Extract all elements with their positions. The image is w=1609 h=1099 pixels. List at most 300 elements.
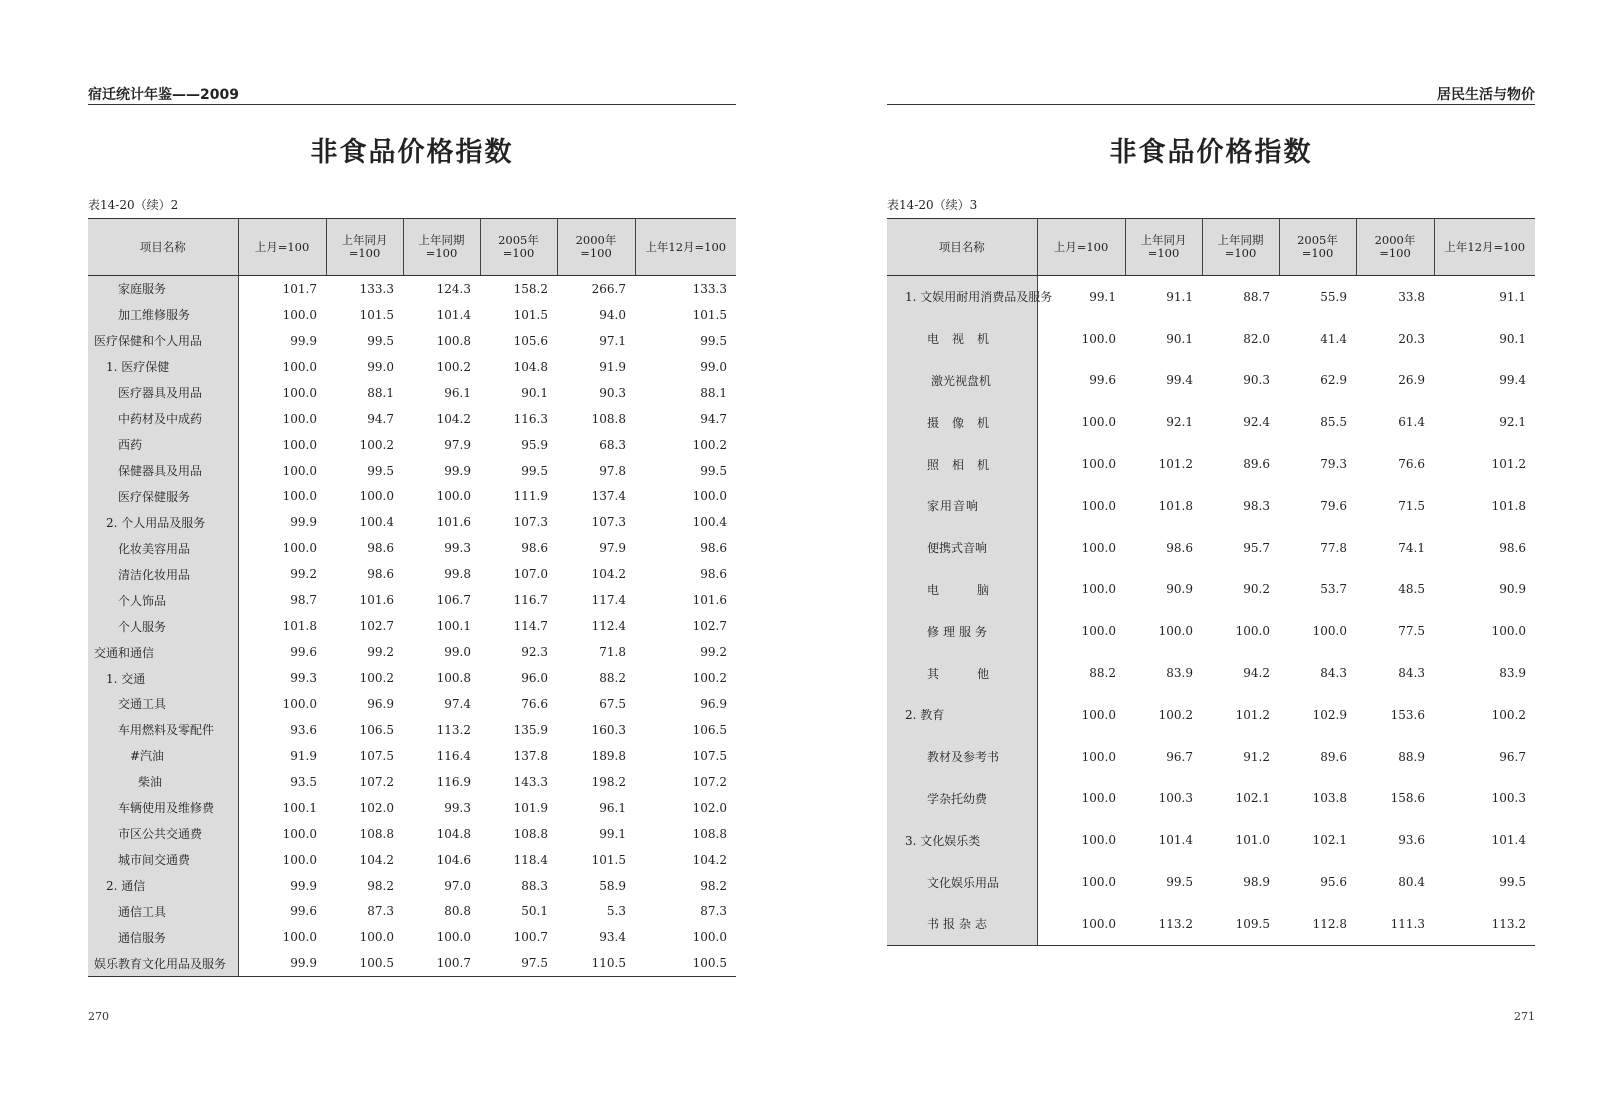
item-name-cell: 个人饰品: [88, 587, 238, 613]
table-row: [88, 561, 736, 587]
table-body: [88, 276, 736, 977]
index-value-cell: 53.7: [1320, 582, 1347, 597]
index-value-cell: 20.3: [1398, 331, 1425, 346]
header-same-month-last-year: 上年同月=100: [326, 219, 403, 276]
item-name-cell: 学杂托幼费: [887, 778, 1037, 820]
item-name-cell: 化妆美容用品: [88, 535, 238, 561]
index-value-cell: 100.1: [436, 619, 471, 634]
index-value-cell: 158.2: [513, 281, 548, 296]
index-value-cell: 101.5: [591, 852, 626, 867]
index-value-cell: 26.9: [1398, 373, 1425, 388]
table-row: [88, 769, 736, 795]
index-value-cell: 41.4: [1320, 331, 1347, 346]
index-value-cell: 95.7: [1243, 540, 1270, 555]
index-value-cell: 95.9: [521, 437, 548, 452]
item-name-cell: 医疗保健和个人用品: [88, 328, 238, 354]
index-value-cell: 99.3: [444, 541, 471, 556]
index-value-cell: 100.0: [1491, 624, 1526, 639]
index-value-cell: 88.3: [521, 878, 548, 893]
index-value-cell: 100.5: [326, 950, 403, 976]
item-name-cell: 西药: [88, 432, 238, 458]
index-value-cell: 101.7: [282, 281, 317, 296]
index-value-cell: 71.8: [599, 645, 626, 660]
index-value-cell: 88.2: [599, 671, 626, 686]
index-value-cell: 100.0: [436, 489, 471, 504]
index-value-cell: 104.2: [359, 852, 394, 867]
table-row: [887, 443, 1535, 485]
index-value-cell: 100.3: [1491, 791, 1526, 806]
index-value-cell: 101.8: [282, 619, 317, 634]
index-value-cell: 100.0: [282, 826, 317, 841]
index-value-cell: 100.0: [359, 930, 394, 945]
item-name-cell: 教材及参考书: [887, 736, 1037, 778]
index-value-cell: 76.6: [521, 696, 548, 711]
index-value-cell: 98.7: [290, 593, 317, 608]
index-value-cell: 100.2: [1158, 707, 1193, 722]
index-value-cell: 101.8: [1158, 498, 1193, 513]
index-value-cell: 98.6: [521, 541, 548, 556]
index-value-cell: 79.3: [1320, 457, 1347, 472]
table-row: [887, 778, 1535, 820]
index-value-cell: 71.5: [1398, 498, 1425, 513]
index-value-cell: 88.9: [1398, 749, 1425, 764]
index-value-cell: 80.8: [444, 904, 471, 919]
index-value-cell: 62.9: [1320, 373, 1347, 388]
index-value-cell: 99.9: [290, 878, 317, 893]
index-value-cell: 100.0: [282, 541, 317, 556]
index-value-cell: 79.6: [1320, 498, 1347, 513]
table-row: [887, 318, 1535, 360]
table-body: [887, 276, 1535, 946]
index-value-cell: 101.5: [359, 307, 394, 322]
index-value-cell: 98.9: [1243, 875, 1270, 890]
index-value-cell: 101.5: [692, 307, 727, 322]
index-value-cell: 101.5: [513, 307, 548, 322]
index-value-cell: 88.1: [700, 385, 727, 400]
index-value-cell: 100.0: [1081, 457, 1116, 472]
index-value-cell: 96.1: [599, 800, 626, 815]
table-row: [887, 861, 1535, 903]
index-value-cell: 97.5: [480, 950, 557, 976]
index-value-cell: 99.5: [1166, 875, 1193, 890]
item-name-cell: 中药材及中成药: [88, 406, 238, 432]
index-value-cell: 98.6: [367, 567, 394, 582]
table-label: 表14-20（续）3: [887, 198, 978, 212]
table-label: 表14-20（续）2: [88, 198, 179, 212]
table-row: [887, 360, 1535, 402]
index-value-cell: 102.1: [1235, 791, 1270, 806]
index-value-cell: 100.0: [282, 437, 317, 452]
page-number: 271: [1514, 1010, 1535, 1023]
item-name-cell: #汽油: [88, 743, 238, 769]
index-value-cell: 92.1: [1166, 415, 1193, 430]
table-row: [88, 458, 736, 484]
index-value-cell: 99.6: [1089, 373, 1116, 388]
index-value-cell: 102.0: [359, 800, 394, 815]
running-head: [887, 84, 1535, 105]
header-item-name: 项目名称: [887, 219, 1037, 276]
index-value-cell: 111.3: [1356, 903, 1434, 945]
index-value-cell: 97.9: [599, 541, 626, 556]
table-row: [887, 736, 1535, 778]
header-base-2005: 2005年=100: [480, 219, 557, 276]
index-value-cell: 90.1: [521, 385, 548, 400]
index-value-cell: 91.9: [290, 748, 317, 763]
item-name-cell: 家用音响: [887, 485, 1037, 527]
index-value-cell: 100.0: [282, 463, 317, 478]
index-value-cell: 99.5: [367, 463, 394, 478]
index-value-cell: 107.2: [692, 774, 727, 789]
index-value-cell: 100.0: [1081, 791, 1116, 806]
index-value-cell: 106.5: [359, 722, 394, 737]
table-row: [88, 691, 736, 717]
index-value-cell: 93.4: [599, 930, 626, 945]
table-row: [887, 652, 1535, 694]
index-value-cell: 104.8: [436, 826, 471, 841]
index-value-cell: 96.1: [444, 385, 471, 400]
index-value-cell: 117.4: [591, 593, 626, 608]
index-value-cell: 77.8: [1320, 540, 1347, 555]
index-value-cell: 100.0: [1081, 749, 1116, 764]
index-value-cell: 100.0: [282, 930, 317, 945]
table-row: [88, 276, 736, 302]
index-value-cell: 104.8: [513, 359, 548, 374]
index-value-cell: 94.7: [700, 411, 727, 426]
index-value-cell: 99.9: [444, 463, 471, 478]
index-value-cell: 110.5: [557, 950, 635, 976]
item-name-cell: 2. 通信: [88, 873, 238, 899]
index-value-cell: 99.5: [700, 333, 727, 348]
index-value-cell: 100.5: [635, 950, 736, 976]
item-name-cell: 2. 教育: [887, 694, 1037, 736]
index-value-cell: 103.8: [1312, 791, 1347, 806]
index-value-cell: 108.8: [591, 411, 626, 426]
item-name-cell: 3. 文化娱乐类: [887, 819, 1037, 861]
item-name-cell: 1. 文娱用耐用消费品及服务: [887, 276, 1037, 318]
table-row: [887, 903, 1535, 945]
index-value-cell: 98.6: [367, 541, 394, 556]
index-value-cell: 107.5: [359, 748, 394, 763]
table-header-row: [887, 219, 1535, 276]
table-row: [88, 950, 736, 976]
index-value-cell: 83.9: [1499, 666, 1526, 681]
index-value-cell: 99.9: [290, 333, 317, 348]
index-value-cell: 90.3: [599, 385, 626, 400]
index-value-cell: 96.7: [1166, 749, 1193, 764]
index-value-cell: 100.2: [1491, 707, 1526, 722]
index-value-cell: 90.9: [1499, 582, 1526, 597]
index-value-cell: 100.0: [1081, 707, 1116, 722]
table-row: [88, 302, 736, 328]
table-row: [88, 847, 736, 873]
running-head: [88, 84, 736, 105]
index-value-cell: 99.5: [521, 463, 548, 478]
index-value-cell: 61.4: [1398, 415, 1425, 430]
index-value-cell: 98.6: [700, 567, 727, 582]
index-value-cell: 100.0: [1081, 875, 1116, 890]
index-value-cell: 111.9: [513, 489, 548, 504]
index-value-cell: 99.3: [290, 671, 317, 686]
index-value-cell: 100.0: [1081, 498, 1116, 513]
index-value-cell: 104.2: [436, 411, 471, 426]
item-name-cell: 家庭服务: [88, 276, 238, 302]
index-value-cell: 99.4: [1166, 373, 1193, 388]
running-head-text: 宿迁统计年鉴——2009: [88, 87, 239, 103]
index-value-cell: 87.3: [367, 904, 394, 919]
index-value-cell: 90.9: [1166, 582, 1193, 597]
table-header-row: [88, 219, 736, 276]
index-value-cell: 99.6: [290, 904, 317, 919]
index-value-cell: 135.9: [513, 722, 548, 737]
item-name-cell: 清洁化妆用品: [88, 561, 238, 587]
index-value-cell: 99.3: [444, 800, 471, 815]
item-name-cell: 交通和通信: [88, 639, 238, 665]
index-value-cell: 100.8: [436, 671, 471, 686]
header-last-december: 上年12月=100: [635, 219, 736, 276]
index-value-cell: 107.5: [692, 748, 727, 763]
index-value-cell: 101.6: [692, 593, 727, 608]
page-title: 非食品价格指数: [1109, 137, 1313, 168]
index-value-cell: 101.2: [1235, 707, 1270, 722]
index-value-cell: 98.6: [1499, 540, 1526, 555]
index-value-cell: 106.5: [692, 722, 727, 737]
index-value-cell: 87.3: [700, 904, 727, 919]
index-value-cell: 102.0: [692, 800, 727, 815]
right-page: [887, 0, 1535, 1099]
index-value-cell: 99.6: [290, 645, 317, 660]
index-value-cell: 102.9: [1312, 707, 1347, 722]
index-value-cell: 143.3: [513, 774, 548, 789]
index-value-cell: 91.1: [1499, 289, 1526, 304]
index-value-cell: 266.7: [591, 281, 626, 296]
item-name-cell: 通信服务: [88, 924, 238, 950]
index-value-cell: 112.8: [1279, 903, 1356, 945]
index-value-cell: 160.3: [591, 722, 626, 737]
index-value-cell: 5.3: [606, 904, 626, 919]
index-value-cell: 108.8: [692, 826, 727, 841]
index-value-cell: 101.4: [1158, 833, 1193, 848]
index-value-cell: 100.2: [359, 437, 394, 452]
index-value-cell: 97.1: [599, 333, 626, 348]
table-row: [88, 432, 736, 458]
index-value-cell: 112.4: [591, 619, 626, 634]
table-row: [887, 569, 1535, 611]
table-row: [88, 380, 736, 406]
index-value-cell: 100.0: [1081, 833, 1116, 848]
index-value-cell: 97.0: [444, 878, 471, 893]
index-value-cell: 100.2: [692, 437, 727, 452]
index-value-cell: 104.2: [591, 567, 626, 582]
index-value-cell: 106.7: [436, 593, 471, 608]
item-name-cell: 城市间交通费: [88, 847, 238, 873]
index-value-cell: 100.3: [1158, 791, 1193, 806]
index-value-cell: 97.8: [599, 463, 626, 478]
index-value-cell: 100.0: [282, 359, 317, 374]
index-value-cell: 91.9: [599, 359, 626, 374]
index-value-cell: 85.5: [1320, 415, 1347, 430]
index-value-cell: 55.9: [1320, 289, 1347, 304]
index-value-cell: 113.2: [1434, 903, 1535, 945]
index-value-cell: 107.3: [591, 515, 626, 530]
index-value-cell: 83.9: [1166, 666, 1193, 681]
index-value-cell: 84.3: [1320, 666, 1347, 681]
index-value-cell: 91.1: [1166, 289, 1193, 304]
index-value-cell: 91.2: [1243, 749, 1270, 764]
index-value-cell: 116.4: [436, 748, 471, 763]
index-value-cell: 97.9: [444, 437, 471, 452]
index-value-cell: 100.0: [282, 385, 317, 400]
index-value-cell: 100.0: [1081, 415, 1116, 430]
index-value-cell: 100.0: [359, 489, 394, 504]
index-value-cell: 99.5: [700, 463, 727, 478]
index-value-cell: 100.0: [1081, 624, 1116, 639]
index-value-cell: 108.8: [513, 826, 548, 841]
index-value-cell: 116.7: [513, 593, 548, 608]
item-name-cell: 交通工具: [88, 691, 238, 717]
index-value-cell: 107.3: [513, 515, 548, 530]
price-index-table: [887, 218, 1535, 946]
table-row: [88, 821, 736, 847]
item-name-cell: 激光视盘机: [887, 360, 1037, 402]
item-name-cell: 修理服务: [887, 610, 1037, 652]
index-value-cell: 100.0: [1037, 903, 1125, 945]
index-value-cell: 88.7: [1243, 289, 1270, 304]
index-value-cell: 76.6: [1398, 457, 1425, 472]
item-name-cell: 通信工具: [88, 899, 238, 925]
index-value-cell: 100.0: [1235, 624, 1270, 639]
index-value-cell: 101.6: [436, 515, 471, 530]
table-row: [887, 401, 1535, 443]
index-value-cell: 96.9: [367, 696, 394, 711]
index-value-cell: 98.3: [1243, 498, 1270, 513]
index-value-cell: 100.8: [436, 333, 471, 348]
table-row: [88, 354, 736, 380]
item-name-cell: 柴油: [88, 769, 238, 795]
item-name-cell: 文化娱乐用品: [887, 861, 1037, 903]
index-value-cell: 93.5: [290, 774, 317, 789]
index-value-cell: 101.2: [1491, 457, 1526, 472]
header-same-period-last-year: 上年同期=100: [1202, 219, 1279, 276]
index-value-cell: 67.5: [599, 696, 626, 711]
index-value-cell: 100.0: [692, 489, 727, 504]
index-value-cell: 99.0: [700, 359, 727, 374]
index-value-cell: 100.0: [1081, 540, 1116, 555]
table-row: [88, 328, 736, 354]
header-base-2000: 2000年=100: [557, 219, 635, 276]
index-value-cell: 98.6: [1166, 540, 1193, 555]
index-value-cell: 50.1: [521, 904, 548, 919]
item-name-cell: 加工维修服务: [88, 302, 238, 328]
table-row: [88, 873, 736, 899]
index-value-cell: 99.8: [444, 567, 471, 582]
index-value-cell: 101.2: [1158, 457, 1193, 472]
table-row: [887, 694, 1535, 736]
index-value-cell: 99.4: [1499, 373, 1526, 388]
index-value-cell: 100.4: [692, 515, 727, 530]
index-value-cell: 94.7: [367, 411, 394, 426]
index-value-cell: 90.3: [1243, 373, 1270, 388]
index-value-cell: 113.2: [436, 722, 471, 737]
index-value-cell: 48.5: [1398, 582, 1425, 597]
index-value-cell: 107.0: [513, 567, 548, 582]
index-value-cell: 80.4: [1398, 875, 1425, 890]
index-value-cell: 99.5: [367, 333, 394, 348]
item-name-cell: 娱乐教育文化用品及服务: [88, 950, 238, 976]
index-value-cell: 100.7: [513, 930, 548, 945]
item-name-cell: 书报杂志: [887, 903, 1037, 945]
index-value-cell: 93.6: [1398, 833, 1425, 848]
index-value-cell: 137.8: [513, 748, 548, 763]
index-value-cell: 100.0: [282, 696, 317, 711]
index-value-cell: 94.2: [1243, 666, 1270, 681]
table-row: [88, 795, 736, 821]
page-title: 非食品价格指数: [310, 137, 514, 168]
header-same-month-last-year: 上年同月=100: [1125, 219, 1202, 276]
index-value-cell: 97.4: [444, 696, 471, 711]
index-value-cell: 100.0: [1081, 582, 1116, 597]
index-value-cell: 158.6: [1390, 791, 1425, 806]
item-name-cell: 1. 交通: [88, 665, 238, 691]
index-value-cell: 101.0: [1235, 833, 1270, 848]
index-value-cell: 107.2: [359, 774, 394, 789]
price-index-table: [88, 218, 736, 977]
index-value-cell: 96.0: [521, 671, 548, 686]
table-row: [88, 639, 736, 665]
page-number: 270: [88, 1010, 109, 1023]
index-value-cell: 100.0: [282, 411, 317, 426]
index-value-cell: 99.2: [367, 645, 394, 660]
running-head-text: 居民生活与物价: [1437, 87, 1535, 103]
header-prev-month: 上月=100: [1037, 219, 1125, 276]
item-name-cell: 个人服务: [88, 613, 238, 639]
table-row: [88, 484, 736, 510]
item-name-cell: 其 他: [887, 652, 1037, 694]
item-name-cell: 1. 医疗保健: [88, 354, 238, 380]
table-row: [887, 610, 1535, 652]
item-name-cell: 医疗器具及用品: [88, 380, 238, 406]
index-value-cell: 101.6: [359, 593, 394, 608]
index-value-cell: 100.0: [1081, 331, 1116, 346]
index-value-cell: 189.8: [591, 748, 626, 763]
table-row: [887, 276, 1535, 318]
index-value-cell: 100.0: [282, 852, 317, 867]
index-value-cell: 198.2: [591, 774, 626, 789]
table-row: [88, 587, 736, 613]
index-value-cell: 88.1: [367, 385, 394, 400]
index-value-cell: 84.3: [1398, 666, 1425, 681]
index-value-cell: 98.2: [700, 878, 727, 893]
header-base-2005: 2005年=100: [1279, 219, 1356, 276]
index-value-cell: 104.2: [692, 852, 727, 867]
table-row: [88, 613, 736, 639]
header-last-december: 上年12月=100: [1434, 219, 1535, 276]
index-value-cell: 96.7: [1499, 749, 1526, 764]
index-value-cell: 108.8: [359, 826, 394, 841]
index-value-cell: 74.1: [1398, 540, 1425, 555]
index-value-cell: 99.5: [1499, 875, 1526, 890]
item-name-cell: 保健器具及用品: [88, 458, 238, 484]
index-value-cell: 92.3: [521, 645, 548, 660]
index-value-cell: 92.4: [1243, 415, 1270, 430]
header-prev-month: 上月=100: [238, 219, 326, 276]
index-value-cell: 93.6: [290, 722, 317, 737]
index-value-cell: 98.2: [367, 878, 394, 893]
index-value-cell: 100.0: [1312, 624, 1347, 639]
index-value-cell: 100.0: [1158, 624, 1193, 639]
table-row: [88, 924, 736, 950]
item-name-cell: 车用燃料及零配件: [88, 717, 238, 743]
index-value-cell: 99.2: [290, 567, 317, 582]
